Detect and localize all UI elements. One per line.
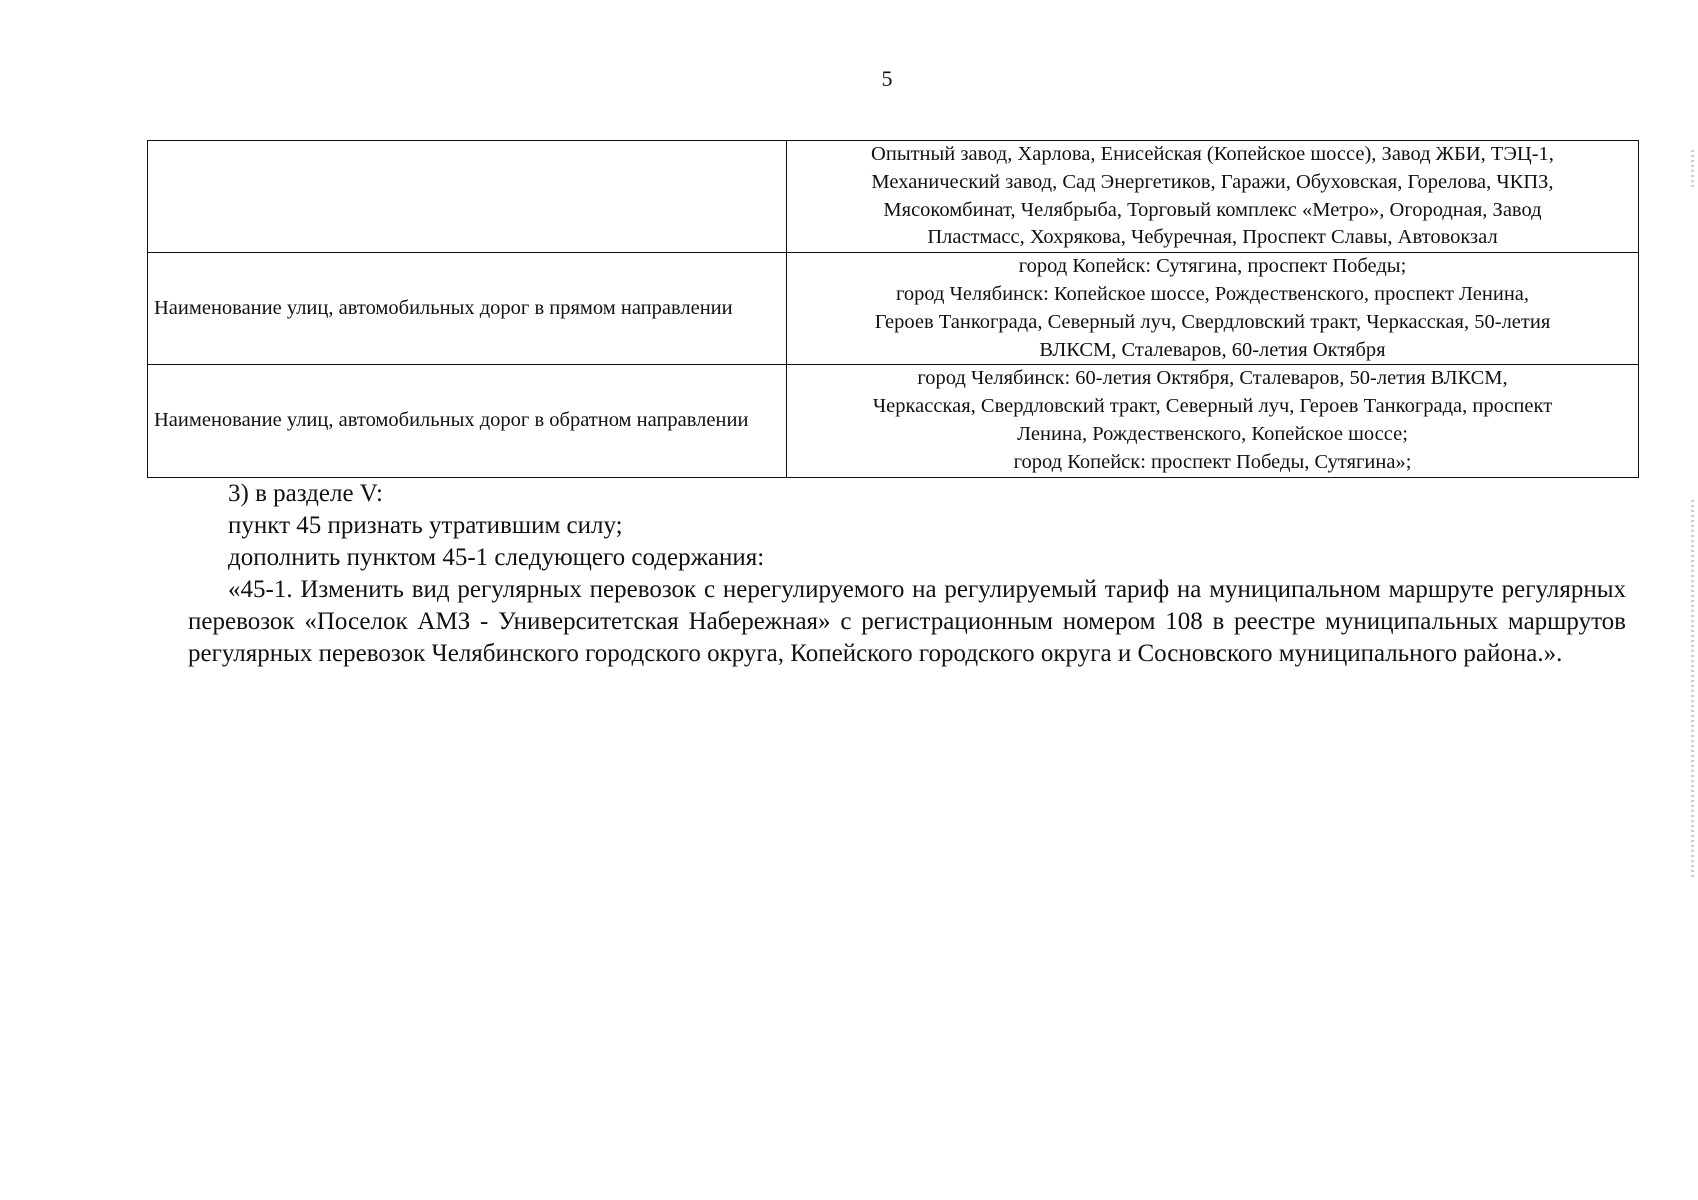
- row-value: [787, 253, 1639, 365]
- route-table: [147, 140, 1639, 478]
- value-line: Ленина, Рождественского, Копейское шоссе;: [1017, 422, 1408, 445]
- item-45-1-paragraph: «45-1. Изменить вид регулярных перевозок с нерегулируемого на регулируемый тариф на муниципальном маршруте регулярных перевозок «Поселок АМЗ - Университетская Набережная» с регистрационным номером 108 в реестре муниципальных маршрутов регулярных перевозок Челябинского городского округа, Копейского городского округа и Сосновского муниципального района.».: [188, 576, 1626, 667]
- table-row: [148, 365, 1639, 477]
- row-label: Наименование улиц, автомобильных дорог в обратном направлении: [148, 365, 787, 477]
- value-line: город Копейск: проспект Победы, Сутягина»;: [1013, 450, 1412, 473]
- value-line: ВЛКСМ, Сталеваров, 60-летия Октября: [1039, 338, 1386, 361]
- row-label: Наименование улиц, автомобильных дорог в прямом направлении: [148, 253, 787, 365]
- item-45-line: пункт 45 признать утратившим силу;: [228, 512, 623, 539]
- row-value: [787, 365, 1639, 477]
- value-line: Механический завод, Сад Энергетиков, Гаражи, Обуховская, Горелова, ЧКПЗ,: [871, 170, 1554, 193]
- value-line: Героев Танкограда, Северный луч, Свердловский тракт, Черкасская, 50-летия: [874, 310, 1551, 333]
- table-row: [148, 141, 1639, 253]
- table-row: [148, 253, 1639, 365]
- section-line: 3) в разделе V:: [228, 480, 383, 507]
- scan-edge-mark: [1691, 150, 1694, 190]
- row-value: [787, 141, 1639, 253]
- value-line: Опытный завод, Харлова, Енисейская (Копейское шоссе), Завод ЖБИ, ТЭЦ-1,: [871, 143, 1554, 165]
- page-number: 5: [881, 66, 893, 91]
- row-label: [148, 141, 787, 253]
- supplement-line: дополнить пунктом 45-1 следующего содержания:: [228, 544, 765, 571]
- amendment-text: [188, 478, 1626, 670]
- scan-edge-mark: [1691, 500, 1694, 880]
- value-line: город Челябинск: Копейское шоссе, Рождественского, проспект Ленина,: [895, 282, 1530, 305]
- value-line: Черкасская, Свердловский тракт, Северный луч, Героев Танкограда, проспект: [872, 395, 1553, 418]
- value-line: Мясокомбинат, Челябрыба, Торговый комплекс «Метро», Огородная, Завод: [883, 198, 1542, 221]
- value-line: город Челябинск: 60-летия Октября, Сталеваров, 50-летия ВЛКСМ,: [917, 367, 1508, 390]
- value-line: город Копейск: Сутягина, проспект Победы;: [1018, 255, 1407, 278]
- value-line: Пластмасс, Хохрякова, Чебуречная, Проспект Славы, Автовокзал: [927, 226, 1498, 249]
